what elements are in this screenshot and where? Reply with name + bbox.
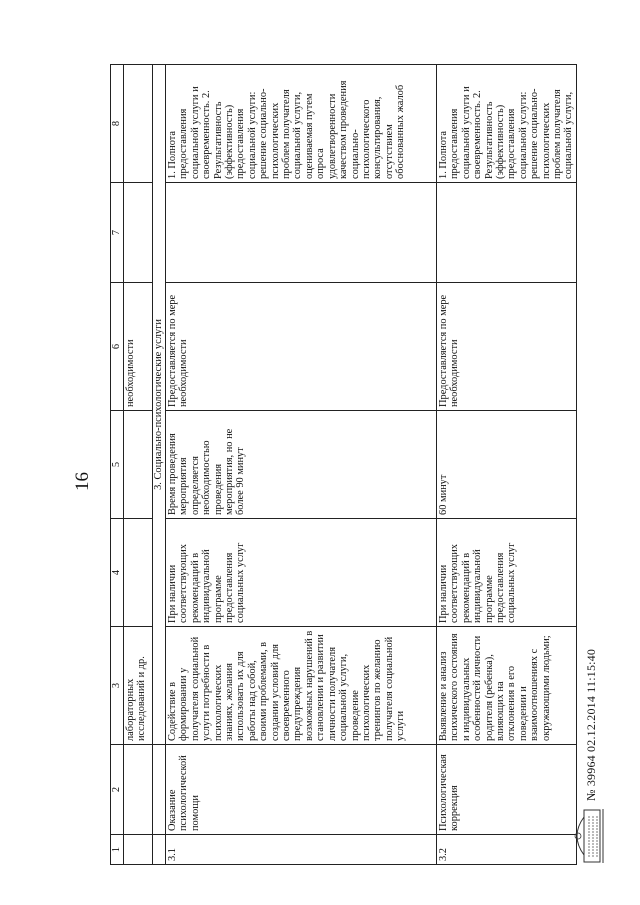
table-cell xyxy=(124,745,153,835)
column-number: 2 xyxy=(111,745,124,835)
service-frequency: Предоставляется по мере необходимости xyxy=(166,283,437,411)
services-table xyxy=(110,64,577,865)
column-number: 1 xyxy=(111,835,124,865)
page-number: 16 xyxy=(72,472,93,491)
table-row xyxy=(437,65,577,865)
service-frequency: Предоставляется по мере необходимости xyxy=(437,283,577,411)
section-title-text: 3. Социально-психологические услуги xyxy=(153,319,164,490)
column-number: 3 xyxy=(111,627,124,745)
service-condition: При наличии соответствующих рекомендаций в индивидуальной программе предоставления социальных услуг xyxy=(166,519,437,627)
service-indicators: 1. Полнота предоставления социальной услуги и своевременность. 2. Результативность (эффективность) предоставления социальной услуги: решение социально-психологических проблем получателя социальной услуги, xyxy=(437,65,577,183)
service-indicators: 1. Полнота предоставления социальной услуги и своевременность. 2. Результативность (эффективность) предоставления социальной услуги: решение социально-психологических проблем получателя социальной услуги, оцениваемая путем опроса удовлетворенности качеством проведения социально-психологического консультирования, отсутствием обоснованных жалоб xyxy=(166,65,437,183)
table-cell xyxy=(124,183,153,283)
continuation-frequency: необходимости xyxy=(124,283,153,411)
service-name: Психологическая коррекция xyxy=(437,745,577,835)
table-cell xyxy=(124,835,153,865)
column-number: 7 xyxy=(111,183,124,283)
section-title xyxy=(153,65,166,745)
service-time: 60 минут xyxy=(437,411,577,519)
table-cell xyxy=(124,519,153,627)
service-number: 3.1 xyxy=(166,835,437,865)
table-cell xyxy=(124,65,153,183)
registration-stamp xyxy=(570,807,608,865)
section-row xyxy=(153,65,166,865)
service-condition: При наличии соответствующих рекомендаций в индивидуальной программе предоставления социальных услуг xyxy=(437,519,577,627)
continuation-description: лабораторных исследований и др. xyxy=(124,627,153,745)
table-cell xyxy=(124,411,153,519)
service-description: Содействие в формировании у получателя социальной услуги потребности в психологических знаниях, желания использовать их для работы над собой, своими проблемами, в создании условий для своевременного предупреждения возможных нарушений в становлении и развитии личности получателя социальной услуги, проведение психологических тренингов по желанию получателя социальной услуги xyxy=(166,627,437,745)
column-number: 4 xyxy=(111,519,124,627)
service-time: Время проведения мероприятия определяется необходимостью проведения мероприятия, но не более 90 минут xyxy=(166,411,437,519)
service-number: 3.2 xyxy=(437,835,577,865)
column-number: 6 xyxy=(111,283,124,411)
column-number: 5 xyxy=(111,411,124,519)
column-number-row xyxy=(111,65,124,865)
continuation-row xyxy=(124,65,153,865)
service-description: Выявление и анализ психического состояния и индивидуальных особенностей личности родителя (ребенка), влияющих на отклонения в его поведении и взаимоотношениях с окружающими людьми; xyxy=(437,627,577,745)
table-cell xyxy=(153,745,166,835)
table-cell xyxy=(153,835,166,865)
service-col7 xyxy=(437,183,577,283)
column-number: 8 xyxy=(111,65,124,183)
rotated-page-content xyxy=(70,65,620,865)
service-name: Оказание психологической помощи xyxy=(166,745,437,835)
registration-line: № 39964 02.12.2014 11:15:40 xyxy=(584,648,598,801)
table-row xyxy=(166,65,437,865)
service-col7 xyxy=(166,183,437,283)
